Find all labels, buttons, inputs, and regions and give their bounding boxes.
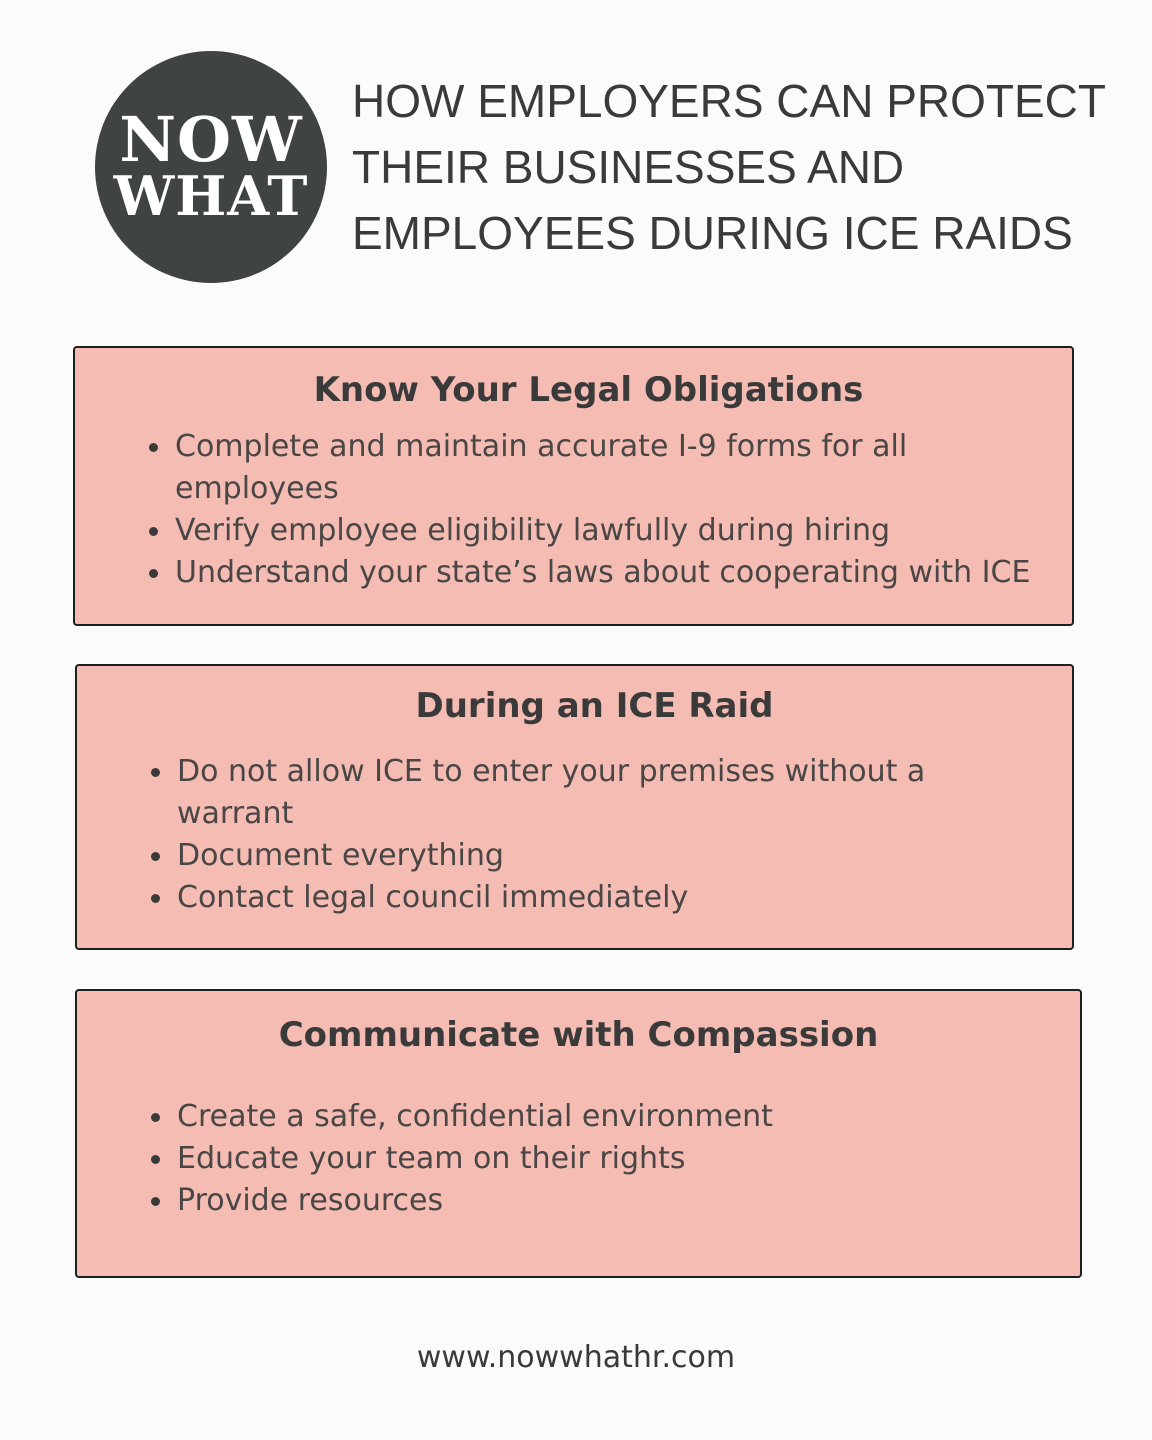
- website-url: www.nowwhathr.com: [416, 1340, 736, 1375]
- bullet-list: [149, 751, 1029, 919]
- list-item: Understand your state’s laws about cooperating with ICE: [147, 552, 1047, 594]
- section-heading: Communicate with Compassion: [278, 1015, 879, 1055]
- logo-line-now: NOW: [119, 103, 303, 176]
- section-card-legal-obligations: [73, 346, 1074, 626]
- bullet-list: [147, 426, 1047, 594]
- list-item: Provide resources: [149, 1180, 1029, 1222]
- list-item: Verify employee eligibility lawfully during hiring: [147, 510, 1047, 552]
- title-line-1: HOW EMPLOYERS CAN PROTECT: [352, 75, 1106, 127]
- list-item: Do not allow ICE to enter your premises without a warrant: [149, 751, 967, 835]
- section-card-during-raid: [75, 664, 1074, 950]
- list-item: Complete and maintain accurate I-9 forms for all employees: [147, 426, 945, 510]
- bullet-list: [149, 1096, 1029, 1222]
- section-heading: During an ICE Raid: [415, 686, 774, 726]
- list-item: Document everything: [149, 835, 1029, 877]
- list-item: Create a safe, confidential environment: [149, 1096, 1029, 1138]
- title-line-2: THEIR BUSINESSES AND: [352, 141, 905, 193]
- now-what-logo: [95, 51, 327, 283]
- page-title: [352, 68, 1122, 266]
- list-item: Contact legal council immediately: [149, 877, 1029, 919]
- title-line-3: EMPLOYEES DURING ICE RAIDS: [352, 207, 1073, 259]
- section-card-communicate: [75, 989, 1082, 1278]
- section-heading: Know Your Legal Obligations: [313, 370, 864, 410]
- logo-line-what: WHAT: [113, 164, 309, 228]
- list-item: Educate your team on their rights: [149, 1138, 1029, 1180]
